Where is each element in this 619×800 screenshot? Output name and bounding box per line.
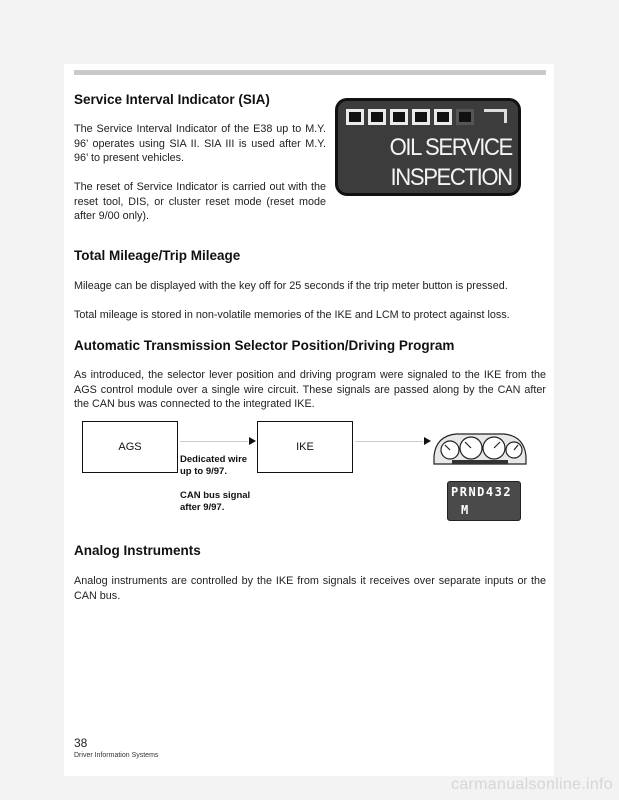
ike-box — [257, 421, 353, 473]
page-number: 38 — [74, 736, 88, 750]
section-label: Driver Information Systems — [74, 752, 159, 759]
sia-bar — [412, 109, 430, 125]
sia-bar — [368, 109, 386, 125]
analog-paragraph-1: Analog instruments are controlled by the IKE from signals it receives over separate inputs or the CAN bus. — [74, 575, 546, 602]
ags-box — [82, 421, 178, 473]
sia-tick — [504, 109, 507, 123]
top-rule — [74, 70, 546, 75]
transmission-paragraph-1: As introduced, the selector lever position and driving program were signaled to the IKE from the AGS control module over a single wire circuit. These signals are passed along by the CAN after the CAN bus was connected to the integrated IKE. — [74, 369, 546, 411]
sia-bar — [346, 109, 364, 125]
sia-indicator-bars — [346, 109, 474, 125]
can-bus-line-2: after 9/97. — [180, 502, 225, 513]
gear-positions: PRND432 — [451, 485, 513, 499]
analog-heading: Analog Instruments — [74, 543, 201, 558]
transmission-heading: Automatic Transmission Selector Position/Driving Program — [74, 338, 455, 353]
sia-tick — [484, 109, 504, 112]
can-bus-label — [180, 490, 250, 514]
sia-bar — [434, 109, 452, 125]
dedicated-wire-line-2: up to 9/97. — [180, 466, 227, 477]
sia-heading: Service Interval Indicator (SIA) — [74, 92, 270, 107]
arrow-right-icon — [424, 437, 431, 445]
can-bus-line-1: CAN bus signal — [180, 490, 251, 501]
sia-paragraph-2: The reset of Service Indicator is carried out with the reset tool, DIS, or cluster reset mode (reset mode after 9/00 only). — [74, 181, 326, 223]
dedicated-wire-line-1: Dedicated wire — [180, 454, 248, 465]
ike-label: IKE — [296, 441, 314, 453]
sia-bar — [390, 109, 408, 125]
mileage-paragraph-2: Total mileage is stored in non-volatile memories of the IKE and LCM to protect against loss. — [74, 309, 510, 321]
dedicated-wire-line — [180, 441, 248, 442]
sia-display-oil-service: OIL SERVICE — [389, 134, 512, 161]
dedicated-wire-label — [180, 454, 247, 478]
mileage-paragraph-1: Mileage can be displayed with the key off for 25 seconds if the trip meter button is pressed. — [74, 280, 508, 292]
gear-selected: M — [461, 503, 469, 517]
arrow-right-icon — [249, 437, 256, 445]
sia-bar — [456, 109, 474, 125]
ags-label: AGS — [118, 441, 142, 453]
gear-position-display — [447, 481, 521, 521]
sia-display — [335, 98, 521, 196]
instrument-cluster-icon — [432, 426, 528, 470]
sia-display-inspection: INSPECTION — [390, 164, 512, 191]
sia-paragraph-1: The Service Interval Indicator of the E38 up to M.Y. 96’ operates using SIA II. SIA III is used after M.Y. 96’ to present vehicles. — [74, 123, 326, 165]
mileage-heading: Total Mileage/Trip Mileage — [74, 248, 241, 263]
can-bus-line — [355, 441, 423, 442]
watermark: carmanualsonline.info — [451, 776, 613, 793]
